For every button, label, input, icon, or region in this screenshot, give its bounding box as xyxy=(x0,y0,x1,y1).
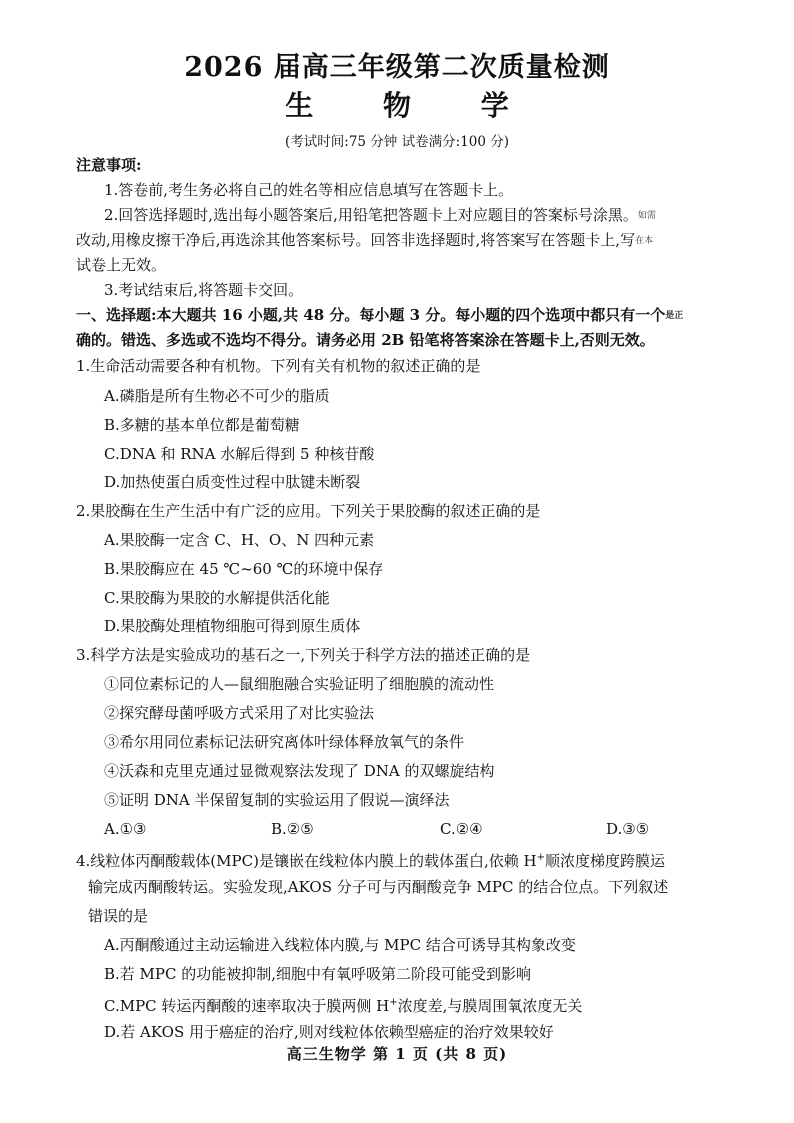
q4-option-c-superscript: + xyxy=(389,997,398,1008)
q1-stem: 1.生命活动需要各种有机物。下列有关有机物的叙述正确的是 xyxy=(76,357,481,375)
q4-stem-line-1 xyxy=(76,847,665,872)
q4-option-a: A.丙酮酸通过主动运输进入线粒体内膜,与 MPC 结合可诱导其构象改变 xyxy=(104,936,576,954)
q1-option-a: A.磷脂是所有生物必不可少的脂质 xyxy=(104,387,330,405)
subject-title: 生 物 学 xyxy=(285,89,539,122)
q4-option-c xyxy=(104,992,582,1017)
exam-title: 2026 届高三年级第二次质量检测 xyxy=(184,52,610,83)
q2-stem: 2.果胶酶在生产生活中有广泛的应用。下列关于果胶酶的叙述正确的是 xyxy=(76,502,541,520)
notice-item-1: 1.答卷前,考生务必将自己的姓名等相应信息填写在答题卡上。 xyxy=(104,181,514,199)
notice-item-2-line-2 xyxy=(76,229,653,252)
q3-option-d: D.③⑤ xyxy=(606,820,650,838)
notice-item-2-text-2: 改动,用橡皮擦干净后,再选涂其他答案标号。回答非选择题时,将答案写在答题卡上,写 xyxy=(76,231,636,249)
q4-option-c-text-a: C.MPC 转运丙酮酸的速率取决于膜两侧 H xyxy=(104,997,390,1015)
q2-option-d: D.果胶酶处理植物细胞可得到原生质体 xyxy=(104,617,361,635)
section-1-line-2: 确的。错选、多选或不选均不得分。请务必用 2B 铅笔将答案涂在答题卡上,否则无效。 xyxy=(76,331,655,349)
q3-option-c: C.②④ xyxy=(440,820,483,838)
q1-option-d: D.加热使蛋白质变性过程中肽键未断裂 xyxy=(104,473,361,491)
section-1-line-1 xyxy=(76,304,683,327)
handwritten-note-2: 在本 xyxy=(635,236,654,246)
q4-option-b: B.若 MPC 的功能被抑制,细胞中有氧呼吸第二阶段可能受到影响 xyxy=(104,965,532,983)
q3-statement-3: ③希尔用同位素标记法研究离体叶绿体释放氧气的条件 xyxy=(104,733,465,751)
q3-statement-5: ⑤证明 DNA 半保留复制的实验运用了假说—演绎法 xyxy=(104,791,450,809)
q2-option-a: A.果胶酶一定含 C、H、O、N 四种元素 xyxy=(104,531,375,549)
notice-item-2-text-1: 2.回答选择题时,选出每小题答案后,用铅笔把答题卡上对应题目的答案标号涂黑。 xyxy=(104,206,638,224)
q3-statement-4: ④沃森和克里克通过显微观察法发现了 DNA 的双螺旋结构 xyxy=(104,762,495,780)
q2-option-c: C.果胶酶为果胶的水解提供活化能 xyxy=(104,589,330,607)
q3-statement-2: ②探究酵母菌呼吸方式采用了对比实验法 xyxy=(104,704,375,722)
q4-option-d: D.若 AKOS 用于癌症的治疗,则对线粒体依赖型癌症的治疗效果较好 xyxy=(104,1023,554,1041)
q1-option-b: B.多糖的基本单位都是葡萄糖 xyxy=(104,416,300,434)
q4-stem-line-2: 输完成丙酮酸转运。实验发现,AKOS 分子可与丙酮酸竞争 MPC 的结合位点。下列叙述 xyxy=(88,878,669,896)
notice-item-2-line-1 xyxy=(104,204,656,227)
q4-superscript: + xyxy=(536,852,545,863)
q3-statement-1: ①同位素标记的人—鼠细胞融合实验证明了细胞膜的流动性 xyxy=(104,675,495,693)
q1-option-c: C.DNA 和 RNA 水解后得到 5 种核苷酸 xyxy=(104,445,375,463)
q4-option-c-text-b: 浓度差,与膜周围氧浓度无关 xyxy=(397,997,583,1015)
q4-stem-text-1b: 顺浓度梯度跨膜运 xyxy=(544,852,665,870)
section-1-text-1: 一、选择题:本大题共 16 小题,共 48 分。每小题 3 分。每小题的四个选项中都只有一个 xyxy=(76,306,666,324)
notice-heading: 注意事项: xyxy=(76,156,142,174)
exam-info: (考试时间:75 分钟 试卷满分:100 分) xyxy=(285,134,509,150)
q3-stem: 3.科学方法是实验成功的基石之一,下列关于科学方法的描述正确的是 xyxy=(76,646,531,664)
q3-option-b: B.②⑤ xyxy=(271,820,314,838)
q4-stem-line-3: 错误的是 xyxy=(88,907,149,925)
q3-option-a: A.①③ xyxy=(104,820,147,838)
notice-item-3: 3.考试结束后,将答题卡交回。 xyxy=(104,281,304,299)
handwritten-note-3: 是正 xyxy=(665,311,684,321)
notice-item-2-line-3: 试卷上无效。 xyxy=(76,256,167,274)
page-footer: 高三生物学 第 1 页 (共 8 页) xyxy=(286,1045,508,1063)
q4-stem-text-1a: 4.线粒体丙酮酸载体(MPC)是镶嵌在线粒体内膜上的载体蛋白,依赖 H xyxy=(76,852,537,870)
q2-option-b: B.果胶酶应在 45 ℃~60 ℃的环境中保存 xyxy=(104,560,384,578)
handwritten-note-1: 如需 xyxy=(637,211,656,221)
